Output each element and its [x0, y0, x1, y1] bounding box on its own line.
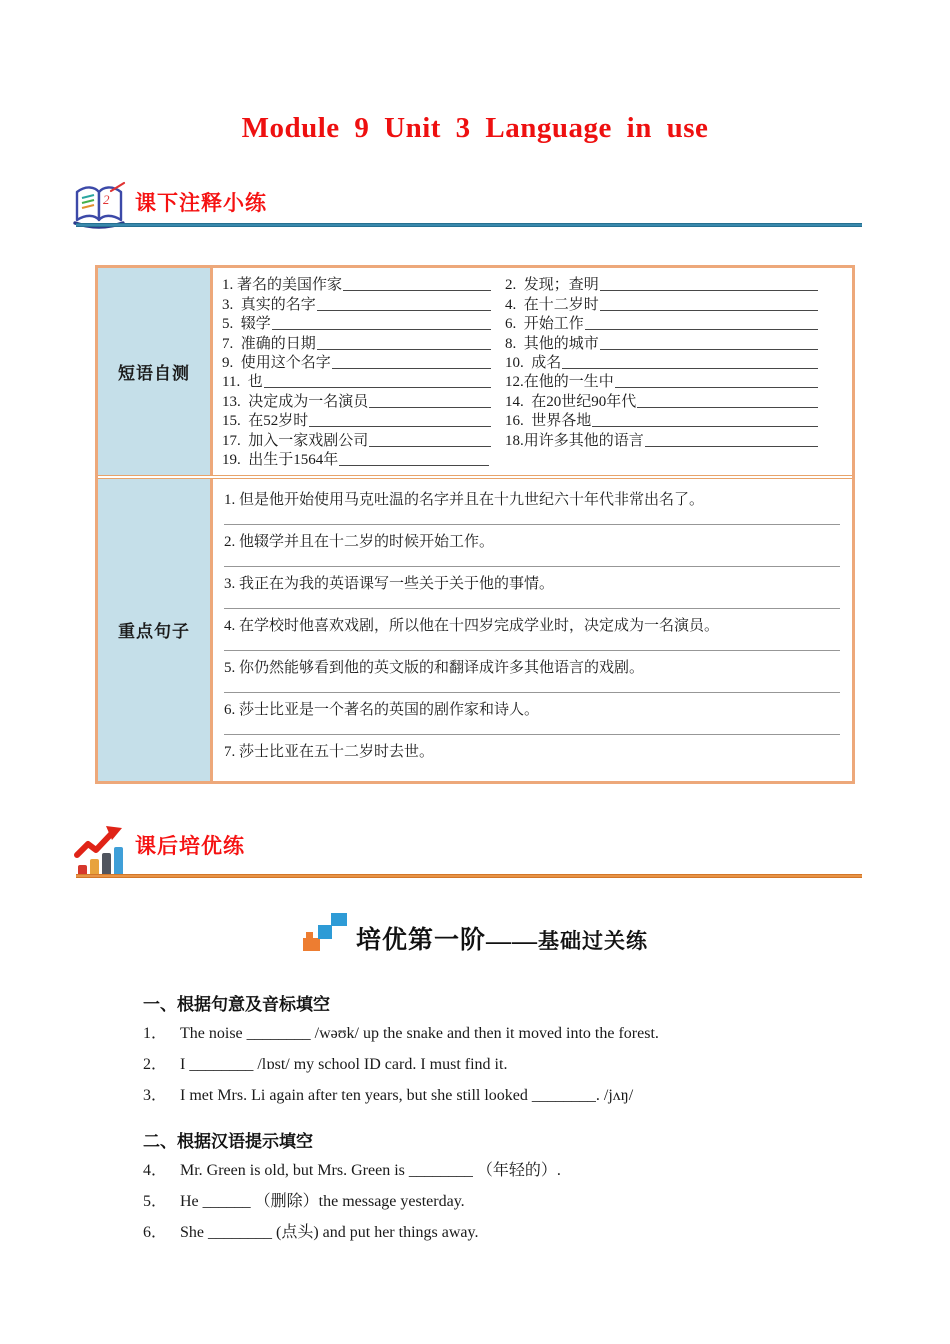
answer-blank	[317, 348, 491, 350]
notes-table	[95, 265, 855, 784]
phrase-line	[222, 353, 844, 372]
stage1-heading	[0, 912, 950, 956]
phrase-line	[222, 411, 844, 430]
sentence-item	[222, 660, 844, 693]
stage1-title-sub: 基础过关练	[538, 928, 648, 953]
answer-blank	[645, 445, 818, 447]
phrase-line	[222, 391, 844, 410]
section-practice-banner	[73, 824, 862, 882]
exercise1-heading: 一、根据句意及音标填空	[143, 994, 330, 1014]
item-text: Mr. Green is old, but Mrs. Green is ________ （年轻的）.	[180, 1161, 561, 1179]
answer-blank	[637, 406, 818, 408]
answer-blank	[369, 406, 491, 408]
sentence-text: 7. 莎士比亚在五十二岁时去世。	[224, 743, 435, 760]
phrase-item: 5. 辍学	[222, 316, 271, 333]
item-text: I met Mrs. Li again after ten years, but she still looked ________. /jʌŋ/	[180, 1086, 634, 1104]
key-sentences-content	[213, 479, 852, 781]
answer-blank	[615, 386, 818, 388]
exercise-item	[143, 1193, 855, 1211]
phrase-item: 3. 真实的名字	[222, 296, 316, 313]
phrase-test-row	[98, 268, 852, 475]
sentence-item	[222, 702, 844, 735]
sentence-item	[222, 534, 844, 567]
answer-line	[224, 733, 840, 735]
item-text: I ________ /lɒst/ my school ID card. I must find it.	[180, 1055, 508, 1073]
growth-chart-icon	[73, 824, 129, 880]
phrase-line	[222, 333, 844, 352]
phrase-item: 14. 在20世纪90年代	[505, 393, 637, 410]
sentence-item	[222, 576, 844, 609]
key-sentences-label: 重点句子	[98, 479, 213, 781]
phrase-item: 1. 著名的美国作家	[222, 277, 343, 294]
phrase-item: 15. 在52岁时	[222, 413, 309, 430]
stage1-title-main: 培优第一阶	[355, 926, 486, 954]
item-number: 1．	[143, 1024, 168, 1042]
sentence-text: 3. 我正在为我的英语课写一些关于关于他的事情。	[224, 575, 555, 592]
page-title: Module 9 Unit 3 Language in use	[241, 112, 709, 144]
blue-rule	[76, 223, 862, 227]
phrase-item: 19. 出生于1564年	[222, 451, 339, 468]
phrase-line	[222, 430, 844, 449]
svg-text:2: 2	[103, 192, 110, 207]
phrase-test-label: 短语自测	[98, 268, 213, 475]
answer-blank	[600, 289, 818, 291]
answer-blank	[369, 445, 491, 447]
phrase-item: 18.用许多其他的语言	[505, 432, 644, 449]
exercise-item	[143, 1025, 855, 1043]
phrase-line	[222, 314, 844, 333]
sentence-text: 6. 莎士比亚是一个著名的英国的剧作家和诗人。	[224, 701, 540, 718]
stairs-icon	[302, 912, 348, 954]
answer-blank	[317, 309, 491, 311]
phrase-item: 2. 发现；查明	[505, 277, 599, 294]
phrase-item: 11. 也	[222, 374, 263, 391]
phrase-test-content	[213, 268, 852, 475]
item-text: She ________ (点头) and put her things away.	[180, 1223, 479, 1241]
sentence-item	[222, 618, 844, 651]
item-number: 4．	[143, 1161, 168, 1179]
item-number: 5．	[143, 1192, 168, 1210]
exercise2-heading: 二、根据汉语提示填空	[143, 1131, 313, 1151]
sentence-text: 1. 但是他开始使用马克吐温的名字并且在十九世纪六十年代非常出名了。	[224, 491, 705, 508]
answer-blank	[332, 367, 491, 369]
answer-blank	[585, 328, 818, 330]
answer-line	[224, 607, 840, 609]
stage1-dash: ——	[486, 927, 538, 955]
phrase-item: 12.在他的一生中	[505, 374, 614, 391]
section-notes-banner	[73, 181, 862, 239]
answer-blank	[600, 348, 818, 350]
answer-blank	[264, 386, 491, 388]
answer-line	[224, 691, 840, 693]
phrase-line	[222, 372, 844, 391]
answer-line	[224, 565, 840, 567]
sentence-item	[222, 744, 844, 761]
orange-rule	[76, 874, 862, 878]
item-number: 2．	[143, 1055, 168, 1073]
phrase-item: 6. 开始工作	[505, 316, 584, 333]
phrase-line	[222, 294, 844, 313]
phrase-item: 8. 其他的城市	[505, 335, 599, 352]
answer-blank	[339, 464, 489, 466]
sentence-item	[222, 492, 844, 525]
sentence-text: 2. 他辍学并且在十二岁的时候开始工作。	[224, 533, 495, 550]
answer-blank	[600, 309, 818, 311]
answer-line	[224, 523, 840, 525]
sentence-text: 5. 你仍然能够看到他的英文版的和翻译成许多其他语言的戏剧。	[224, 659, 645, 676]
answer-blank	[309, 425, 491, 427]
phrase-item: 4. 在十二岁时	[505, 296, 599, 313]
exercises	[143, 990, 855, 1242]
exercise-item	[143, 1224, 855, 1242]
item-number: 3．	[143, 1086, 168, 1104]
section-practice-title: 课后培优练	[135, 834, 245, 858]
answer-blank	[343, 289, 491, 291]
phrase-line	[222, 275, 844, 294]
item-text: The noise ________ /wəʊk/ up the snake and then it moved into the forest.	[180, 1024, 659, 1042]
phrase-item: 10. 成名	[505, 354, 562, 371]
answer-blank	[592, 425, 818, 427]
item-number: 6．	[143, 1223, 168, 1241]
key-sentences-row	[98, 475, 852, 781]
answer-line	[224, 649, 840, 651]
exercise-item	[143, 1056, 855, 1074]
exercise-item	[143, 1162, 855, 1180]
phrase-item: 16. 世界各地	[505, 413, 592, 430]
phrase-item: 13. 决定成为一名演员	[222, 393, 369, 410]
phrase-item: 17. 加入一家戏剧公司	[222, 432, 369, 449]
sentence-text: 4. 在学校时他喜欢戏剧，所以他在十四岁完成学业时，决定成为一名演员。	[224, 617, 720, 634]
phrase-item: 9. 使用这个名字	[222, 354, 331, 371]
phrase-line	[222, 450, 844, 469]
section-notes-title: 课下注释小练	[135, 192, 267, 215]
item-text: He ______ （删除）the message yesterday.	[180, 1192, 465, 1210]
answer-blank	[562, 367, 818, 369]
phrase-item: 7. 准确的日期	[222, 335, 316, 352]
answer-blank	[272, 328, 491, 330]
exercise-item	[143, 1087, 855, 1105]
